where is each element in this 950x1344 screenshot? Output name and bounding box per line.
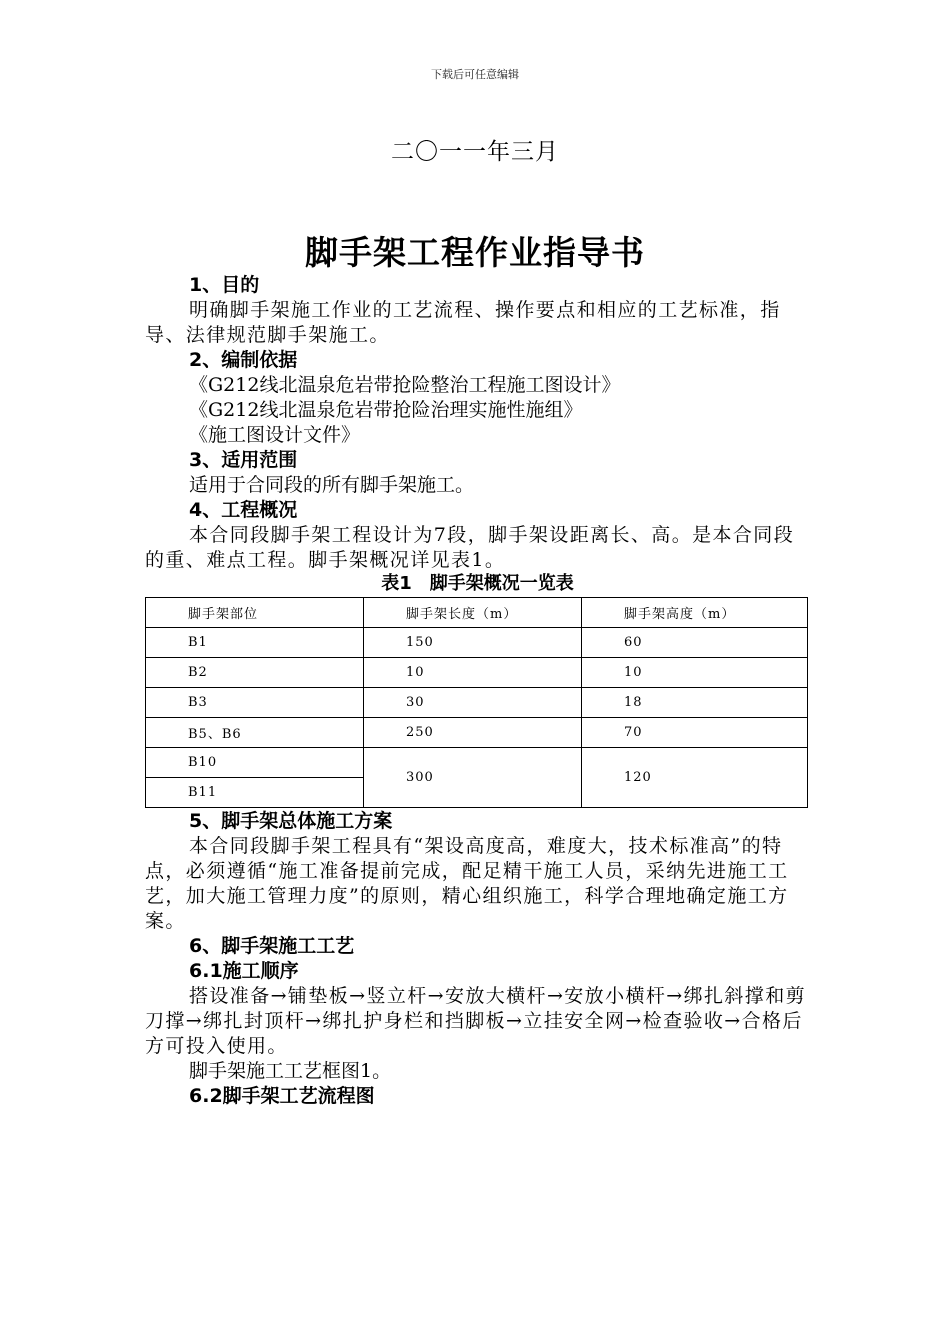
table-header-cell: 脚手架高度（m） [582, 598, 808, 628]
table-cell-height: 60 [582, 628, 808, 658]
section-3-heading: 3、适用范围 [189, 449, 298, 471]
section-4-heading: 4、工程概况 [189, 499, 298, 521]
section-5-text: 本合同段脚手架工程具有“架设高度高，难度大，技术标准高”的特点，必须遵循“施工准备提前完成，配足精干施工人员，采纳先进施工工艺，加大施工管理力度”的原则，精心组织施工，科学合理地确定施工方案。 [145, 835, 789, 932]
section-6-2-heading: 6.2脚手架工艺流程图 [189, 1085, 375, 1107]
table-row [146, 658, 808, 688]
table-cell-length: 10 [364, 658, 582, 688]
table-cell-part: B5、B6 [146, 718, 364, 748]
section-2-heading: 2、编制依据 [189, 349, 298, 371]
reference-item: 《施工图设计文件》 [189, 424, 361, 446]
table-row [146, 748, 808, 778]
section-3-text: 适用于合同段的所有脚手架施工。 [189, 474, 475, 496]
section-4-text: 本合同段脚手架工程设计为7段，脚手架设距离长、高。是本合同段的重、难点工程。脚手架概况详见表1。 [145, 524, 795, 571]
section-1-text: 明确脚手架施工作业的工艺流程、操作要点和相应的工艺标准，指导、法律规范脚手架施工。 [145, 299, 781, 346]
table-cell-height: 120 [582, 748, 808, 808]
scaffold-overview-table [145, 597, 808, 808]
table-cell-part: B11 [146, 778, 364, 808]
table-row [146, 628, 808, 658]
table-header-row [146, 598, 808, 628]
table-cell-part: B3 [146, 688, 364, 718]
reference-item: 《G212线北温泉危岩带抢险治理实施性施组》 [189, 399, 583, 421]
document-body [145, 273, 810, 1109]
table-cell-length: 150 [364, 628, 582, 658]
table-row [146, 688, 808, 718]
header-note: 下载后可任意编辑 [431, 68, 519, 81]
section-6-1-text: 搭设准备→铺垫板→竖立杆→安放大横杆→安放小横杆→绑扎斜撑和剪刀撑→绑扎封顶杆→绑扎护身栏和挡脚板→立挂安全网→检查验收→合格后方可投入使用。 [145, 985, 807, 1057]
table-cell-part: B10 [146, 748, 364, 778]
reference-item: 《G212线北温泉危岩带抢险整治工程施工图设计》 [189, 374, 621, 396]
table-cell-length: 30 [364, 688, 582, 718]
table-caption: 表1 脚手架概况一览表 [381, 573, 574, 594]
date-line: 二〇一一年三月 [391, 139, 559, 165]
table-cell-height: 10 [582, 658, 808, 688]
section-6-1-note: 脚手架施工工艺框图1。 [189, 1060, 392, 1082]
table-header-cell: 脚手架长度（m） [364, 598, 582, 628]
table-cell-height: 18 [582, 688, 808, 718]
table-cell-part: B2 [146, 658, 364, 688]
table-cell-height: 70 [582, 718, 808, 748]
table-row [146, 718, 808, 748]
table-cell-length: 250 [364, 718, 582, 748]
section-5-heading: 5、脚手架总体施工方案 [189, 810, 393, 832]
section-1-heading: 1、目的 [189, 274, 260, 296]
table-header-cell: 脚手架部位 [146, 598, 364, 628]
table-cell-part: B1 [146, 628, 364, 658]
section-6-1-heading: 6.1施工顺序 [189, 960, 299, 982]
section-6-heading: 6、脚手架施工工艺 [189, 935, 355, 957]
document-title: 脚手架工程作业指导书 [305, 233, 645, 272]
table-cell-length: 300 [364, 748, 582, 808]
